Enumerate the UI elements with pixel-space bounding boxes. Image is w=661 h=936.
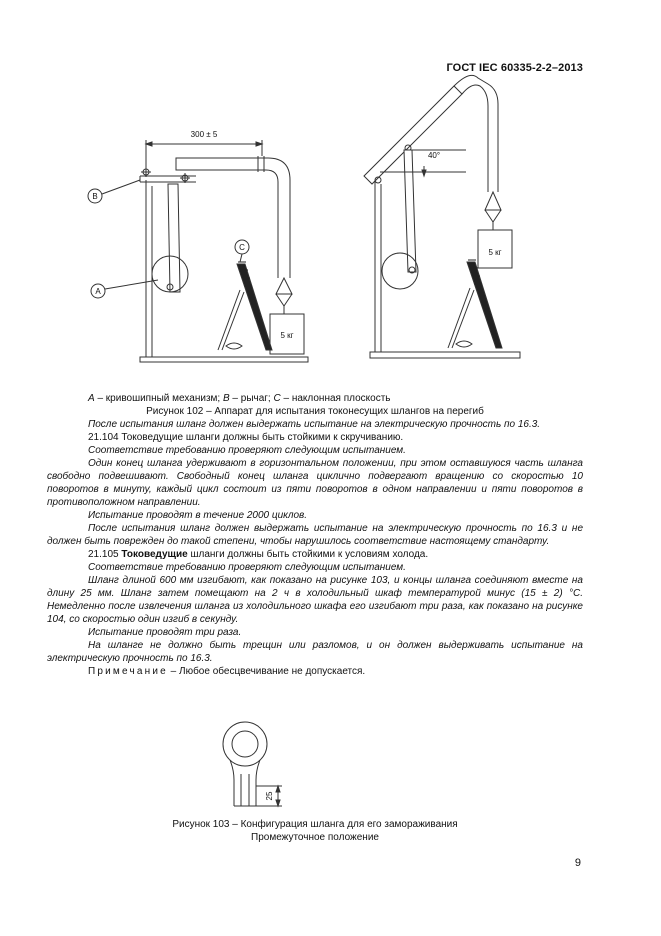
page-number: 9 (574, 857, 581, 869)
clause-number: 21.105 (88, 549, 122, 560)
dimension-25-label: 25 (265, 791, 274, 801)
figure-102-caption: Рисунок 102 – Аппарат для испытания токонесущих шлангов на перегиб (146, 406, 484, 417)
weight-right-label: 5 кг (488, 248, 502, 257)
label-c: C (239, 243, 245, 252)
angle-label: 40° (427, 151, 441, 160)
body-text (47, 418, 583, 678)
figure-103-caption (47, 818, 583, 844)
figure-103-caption-line2: Промежуточное положение (251, 832, 379, 843)
paragraph-8: Соответствие требованию проверяют следующим испытанием. (88, 562, 406, 573)
figure-103-caption-line1: Рисунок 103 – Конфигурация шланга для его замораживания (172, 819, 458, 830)
clause-bold-term: Токоведущие (121, 549, 188, 560)
note-text: – Любое обесцвечивание не допускается. (167, 666, 366, 677)
legend-b-key: B (222, 393, 230, 404)
paragraph-6: После испытания шланг должен выдержать испытание на электрическую прочность по 16.3 и не должен быть поврежден до такой степени, чтобы нарушилось соответствие настоящему стандарту. (47, 523, 583, 547)
paragraph-4: Один конец шланга удерживают в горизонтальном положении, при этом оставшуюся часть шланга свободно подвешивают. Свободный конец шланга циклично подвергают вращению со скоростью 10 поворотов в минуту, каждый цикл состоит из пяти поворотов в одном направлении и пяти поворотов в противоположном направлении. (47, 458, 583, 508)
left-base (140, 357, 308, 362)
paragraph-10: Испытание проводят три раза. (88, 627, 242, 638)
legend-a-key: A (88, 393, 95, 404)
clause-rest: шланги должны быть стойкими к условиям холода. (187, 549, 429, 560)
paragraph-2: 21.104 Токоведущие шланги должны быть стойкими к скручиванию. (88, 432, 404, 443)
paragraph-5: Испытание проводят в течение 2000 циклов. (88, 510, 308, 521)
paragraph-11: На шланге не должно быть трещин или разломов, и он должен выдерживать испытание на электрическую прочность по 16.3. (47, 640, 583, 664)
paragraph-3: Соответствие требованию проверяют следующим испытанием. (88, 445, 406, 456)
document-header: ГОСТ IEC 60335-2-2–2013 (446, 62, 583, 74)
legend-a-text: – кривошипный механизм; (94, 393, 223, 404)
note-label: Примечание (88, 666, 168, 677)
label-a: A (95, 287, 101, 296)
weight-left-label: 5 кг (280, 331, 294, 340)
paragraph-9: Шланг длиной 600 мм изгибают, как показано на рисунке 103, и концы шланга соединяют вместе на длину 25 мм. Шланг затем помещают на 2 ч в холодильный шкаф температурой минус (15 ± 2) °С. Немедленно после извлечения шланга из холодильного шкафа его изгибают три раза, как показано на рисунке 104, со скоростью один изгиб в секунду. (47, 575, 583, 625)
dimension-300-label: 300 ± 5 (190, 130, 218, 139)
figure-103-drawing (200, 716, 320, 816)
legend-b-text: – рычаг; (229, 393, 274, 404)
note (47, 665, 583, 678)
legend-c-text: – наклонная плоскость (280, 393, 391, 404)
paragraph-1: После испытания шланг должен выдержать испытание на электрическую прочность по 16.3. (88, 419, 541, 430)
legend-c-key: C (273, 393, 281, 404)
label-b: B (92, 192, 98, 201)
figure-102-legend (47, 392, 583, 418)
figure-102-drawing (0, 0, 661, 380)
paragraph-7 (47, 548, 583, 561)
